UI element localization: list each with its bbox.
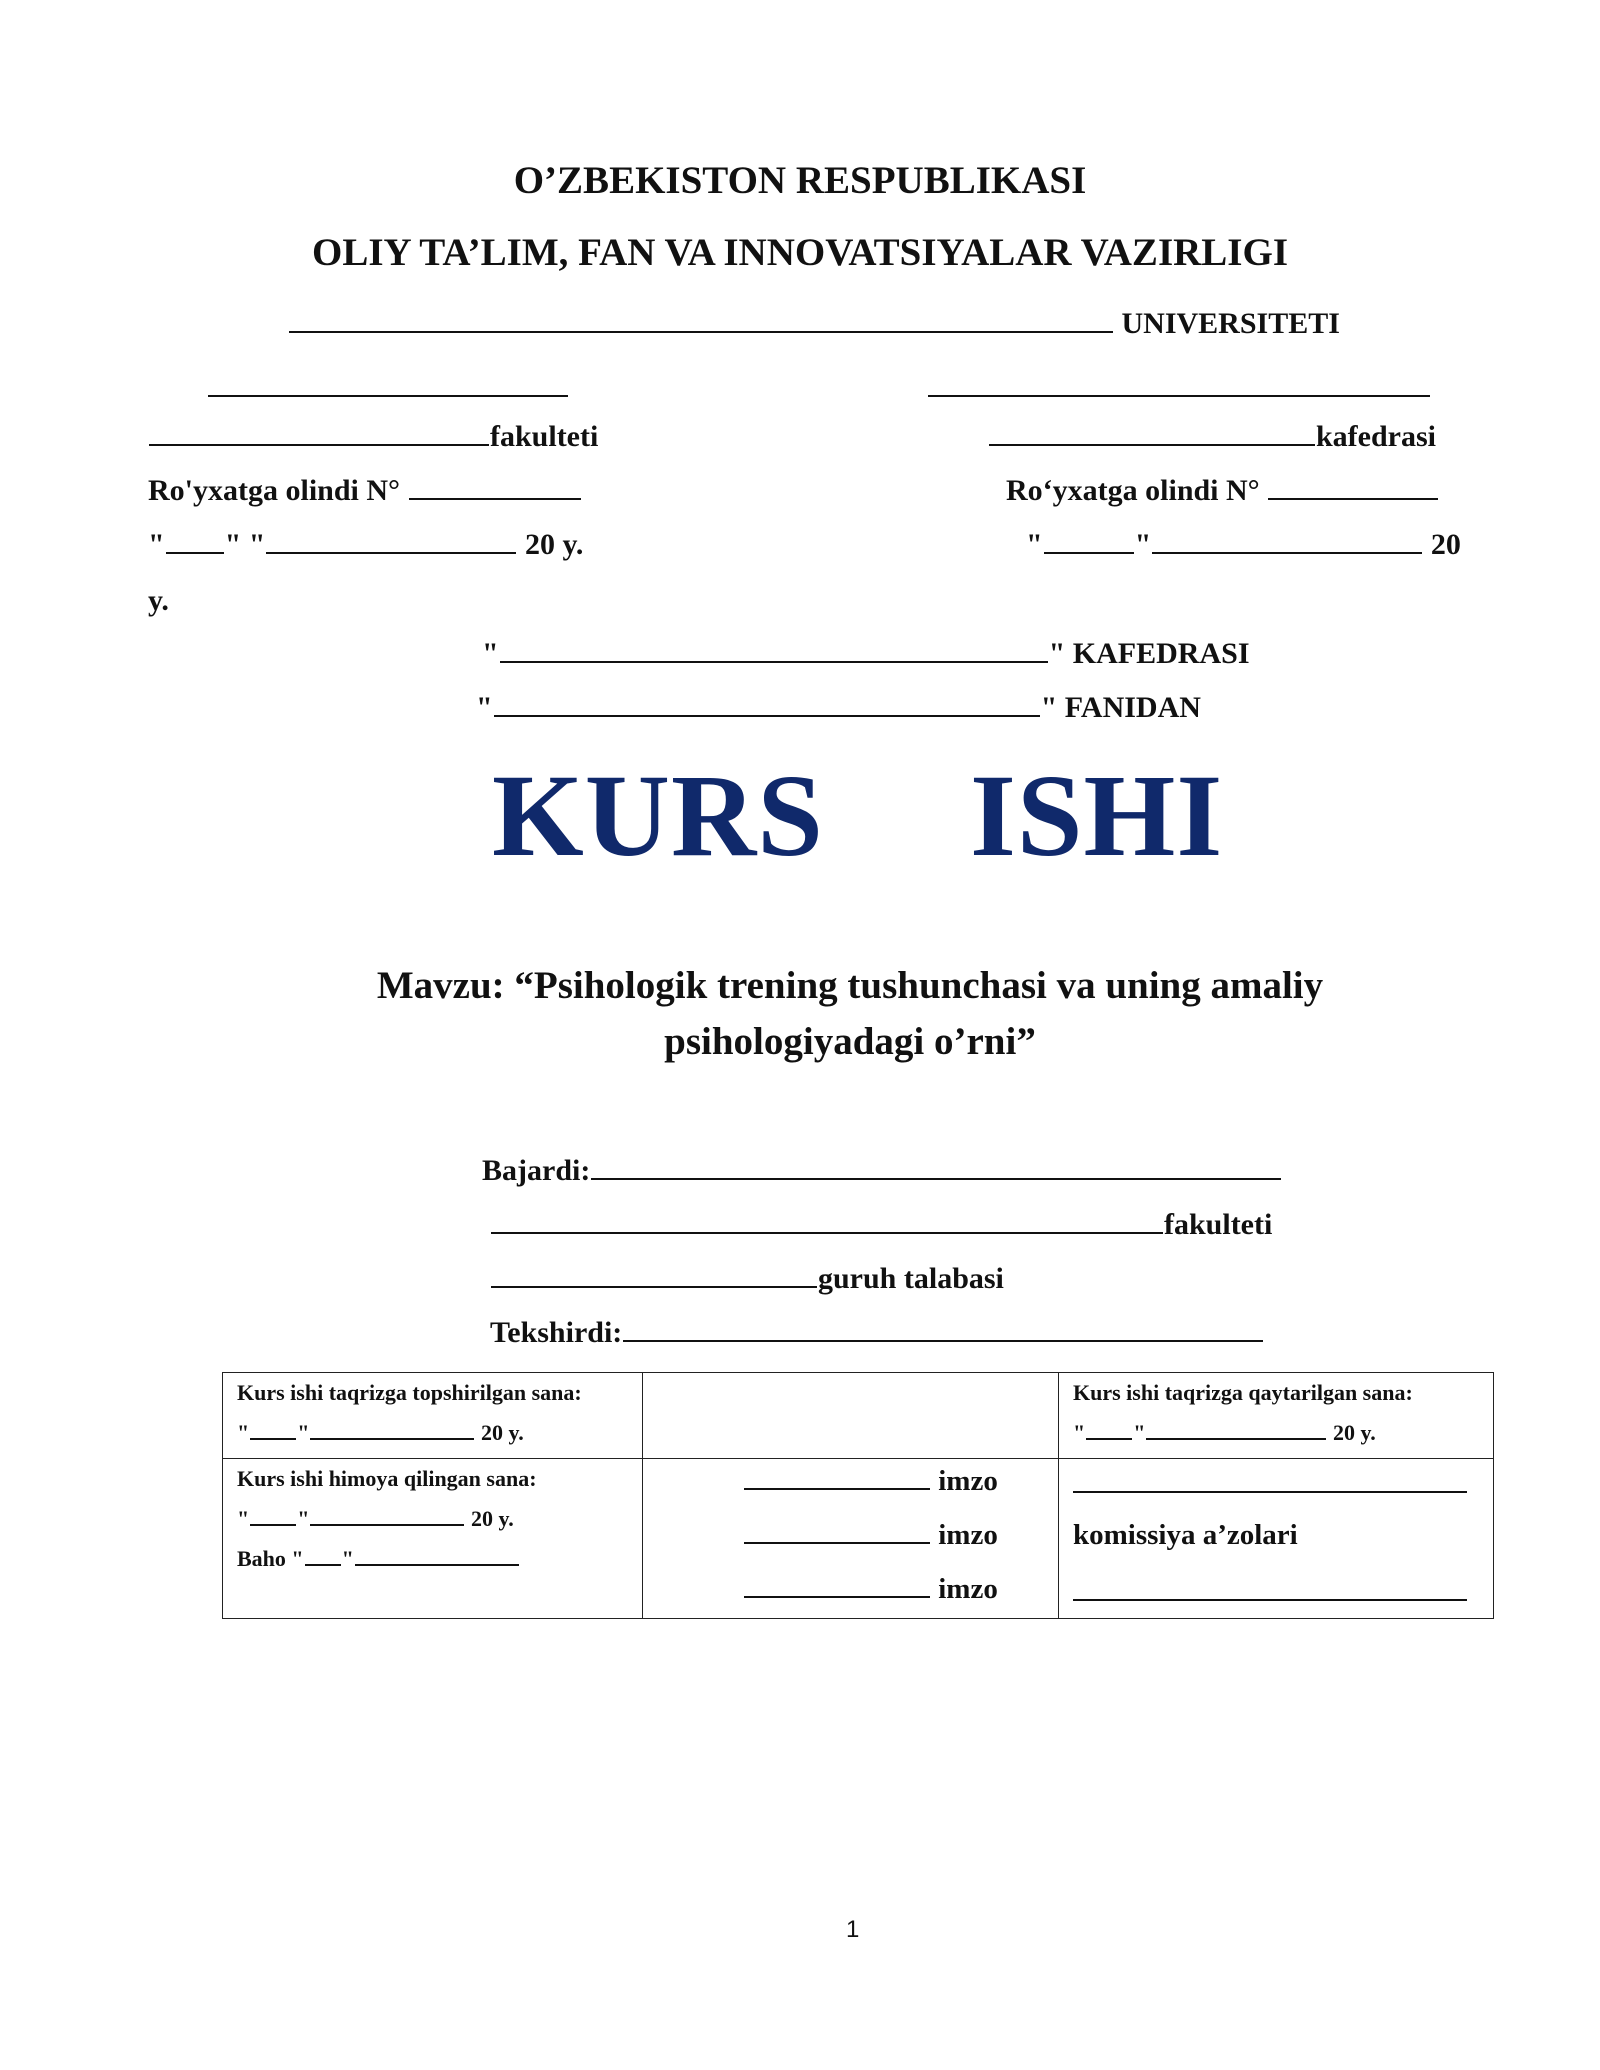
page-number: 1: [846, 1916, 860, 1943]
signature-line-2: [743, 1519, 998, 1552]
registration-left: [148, 474, 582, 508]
quote: ": [341, 1546, 354, 1571]
month-blank: [310, 1524, 464, 1526]
university-label: UNIVERSITETI: [1121, 307, 1340, 340]
commission-label: komissiya a’zolari: [1073, 1519, 1298, 1551]
month-blank: [1152, 552, 1422, 554]
fan-blank: [494, 715, 1040, 717]
returned-date: [1073, 1420, 1376, 1446]
date-year: 20 y.: [524, 528, 584, 561]
quote: ": [482, 637, 499, 670]
group-label: guruh talabasi: [818, 1262, 1004, 1295]
day-blank: [1044, 552, 1134, 554]
department-blank: [989, 444, 1315, 446]
registration-label: Ro'yxatga olindi N°: [148, 474, 401, 507]
main-title-word-1: KURS: [492, 750, 824, 881]
grade-blank: [305, 1564, 341, 1566]
ministry-country-line: O’ZBEKISTON RESPUBLIKASI: [513, 159, 1087, 202]
submitted-date: [237, 1420, 524, 1446]
defended-cell: [223, 1459, 643, 1619]
day-blank: [166, 552, 224, 554]
date-year-wrap: y.: [148, 584, 169, 617]
day-blank: [250, 1438, 296, 1440]
date-quote: ": [1134, 528, 1152, 561]
university-blank: [289, 331, 1113, 333]
date-quote: " ": [224, 528, 266, 561]
department-label: kafedrasi: [1316, 420, 1436, 453]
returned-label: Kurs ishi taqrizga qaytarilgan sana:: [1073, 1380, 1413, 1405]
quote: ": [476, 691, 493, 724]
grade-text-blank: [355, 1564, 519, 1566]
department-line-right: [988, 420, 1436, 454]
quote: ": [297, 1506, 310, 1531]
month-blank: [266, 552, 516, 554]
right-blank-line: [928, 395, 1430, 397]
registration-blank: [1268, 498, 1438, 500]
signature-label: imzo: [938, 1519, 998, 1551]
faculty-line-left: [148, 420, 598, 454]
student-faculty-label: fakulteti: [1164, 1208, 1273, 1241]
submitted-cell: [223, 1373, 643, 1459]
faculty-blank: [149, 444, 489, 446]
kafedra-blank: [500, 661, 1048, 663]
date-quote: ": [148, 528, 165, 561]
registration-right: [1006, 474, 1439, 508]
checked-blank: [623, 1340, 1263, 1342]
performed-label: Bajardi:: [482, 1154, 591, 1187]
submitted-label: Kurs ishi taqrizga topshirilgan sana:: [237, 1380, 582, 1405]
faculty-label: fakulteti: [490, 420, 599, 453]
date-year: 20 y.: [470, 1506, 514, 1531]
group-blank: [491, 1286, 817, 1288]
topic-line-2: psihologiyadagi o’rni”: [664, 1020, 1036, 1063]
returned-cell: [1059, 1373, 1494, 1459]
grade-label: Baho ": [237, 1546, 304, 1571]
signature-blank: [744, 1596, 930, 1598]
signature-blank: [744, 1488, 930, 1490]
quote: ": [1133, 1420, 1146, 1445]
fan-label: " FANIDAN: [1040, 691, 1201, 724]
topic: [200, 958, 1500, 1070]
empty-cell: [643, 1373, 1059, 1459]
date-quote: ": [1026, 528, 1043, 561]
commission-cell: [1059, 1459, 1494, 1619]
defended-label: Kurs ishi himoya qilingan sana:: [237, 1466, 537, 1491]
topic-line-1: Mavzu: “Psihologik trening tushunchasi va uning amaliy: [376, 964, 1324, 1007]
quote: ": [1073, 1420, 1086, 1445]
fan-line: [476, 691, 1201, 725]
kafedra-label: " KAFEDRASI: [1048, 637, 1250, 670]
signature-label: imzo: [938, 1465, 998, 1497]
left-blank-line: [208, 395, 568, 397]
registration-label: Ro‘yxatga olindi N°: [1006, 474, 1260, 507]
kafedra-line: [482, 637, 1250, 671]
quote: ": [297, 1420, 310, 1445]
performed-line: [482, 1154, 1282, 1188]
defended-date: [237, 1506, 514, 1532]
commission-blank-top: [1073, 1491, 1467, 1493]
quote: ": [237, 1506, 250, 1531]
month-blank: [310, 1438, 474, 1440]
signature-label: imzo: [938, 1573, 998, 1605]
group-line: [490, 1262, 1004, 1296]
student-faculty-blank: [491, 1232, 1163, 1234]
signature-line-3: [743, 1573, 998, 1606]
university-line: [288, 307, 1340, 341]
grade-line: [237, 1546, 520, 1572]
date-year: 20 y.: [480, 1420, 524, 1445]
signature-cell: [643, 1459, 1059, 1619]
performed-blank: [591, 1178, 1281, 1180]
month-blank: [1146, 1438, 1326, 1440]
date-left: [148, 528, 583, 562]
day-blank: [250, 1524, 296, 1526]
date-year: 20 y.: [1332, 1420, 1376, 1445]
registration-blank: [409, 498, 581, 500]
main-title-word-2: ISHI: [970, 750, 1224, 881]
commission-blank-bottom: [1073, 1599, 1467, 1601]
date-right: [1026, 528, 1461, 562]
signature-blank: [744, 1542, 930, 1544]
checked-label: Tekshirdi:: [490, 1316, 623, 1349]
signature-line-1: [743, 1465, 998, 1498]
checked-line: [490, 1316, 1264, 1350]
date-year: 20: [1430, 528, 1461, 561]
review-table: [222, 1372, 1494, 1619]
ministry-name-line: OLIY TA’LIM, FAN VA INNOVATSIYALAR VAZIRLIGI: [312, 231, 1288, 274]
student-faculty-line: [490, 1208, 1272, 1242]
day-blank: [1086, 1438, 1132, 1440]
quote: ": [237, 1420, 250, 1445]
